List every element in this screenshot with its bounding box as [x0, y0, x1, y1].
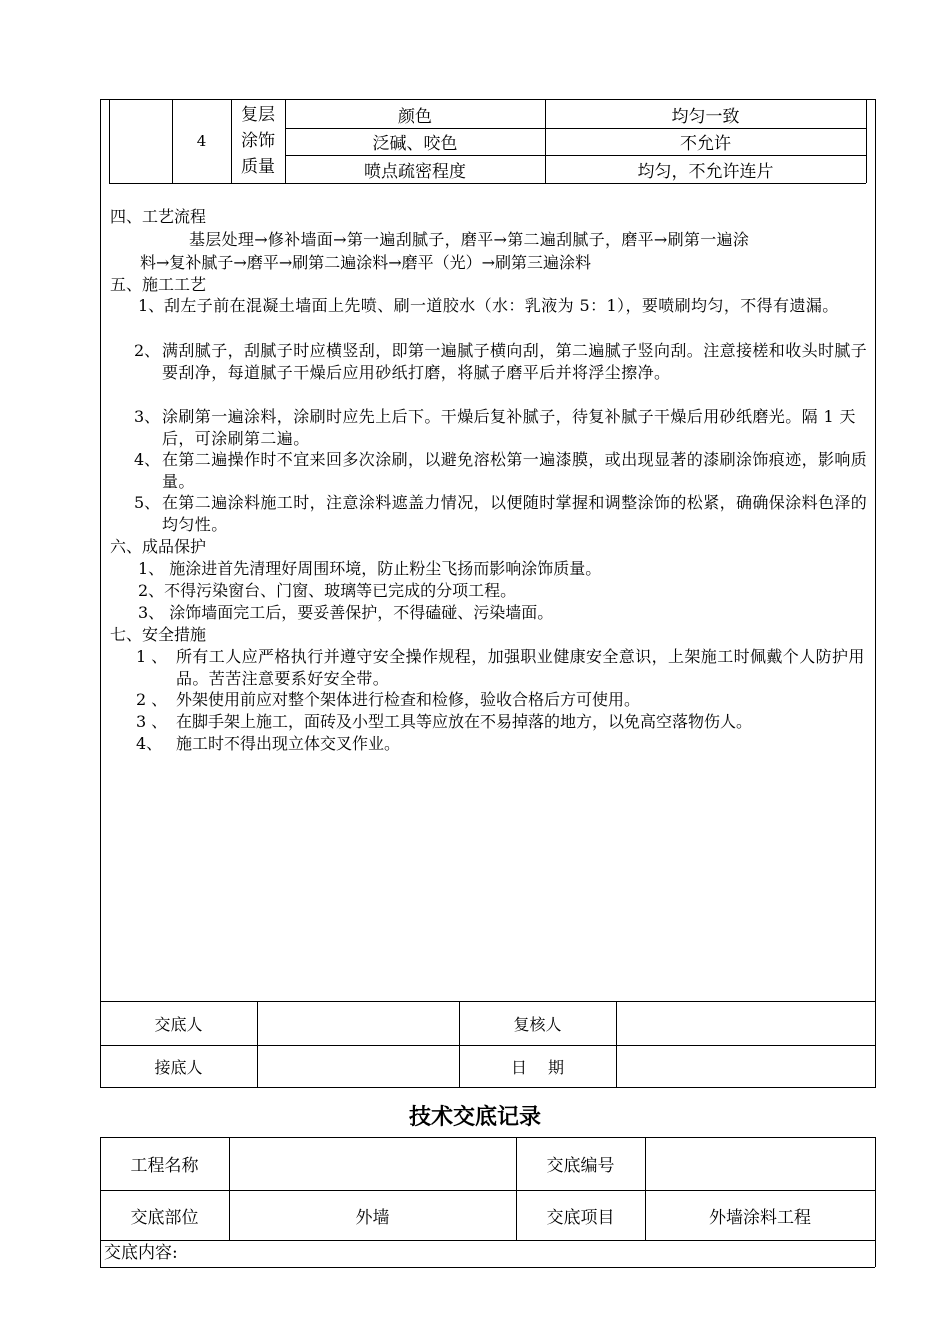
quality-standard-color: 均匀一致: [671, 107, 740, 127]
quality-item-color: 颜色: [398, 107, 432, 127]
section4-flow-line1: 基层处理→修补墙面→第一遍刮腻子，磨平→第二遍刮腻子，磨平→刷第一遍涂: [189, 230, 750, 249]
section6-item-3: 3、 涂饰墙面完工后，要妥善保护，不得磕碰、污染墙面。: [138, 603, 554, 622]
quality-item-efflorescence: 泛碱、咬色: [372, 134, 458, 154]
section6-item-1: 1、 施涂进首先清理好周围环境，防止粉尘飞扬而影响涂饰质量。: [138, 559, 602, 578]
disclosure-no-field[interactable]: [645, 1137, 875, 1190]
reviewer-label: 复核人: [513, 1014, 562, 1034]
date-field[interactable]: [617, 1046, 874, 1086]
project-name-label: 工程名称: [130, 1156, 199, 1176]
date-label: 日 期: [510, 1057, 565, 1077]
section6-heading: 六、成品保护: [110, 537, 207, 556]
item-label: 交底项目: [546, 1207, 615, 1228]
item-value[interactable]: 外墙涂料工程: [709, 1207, 811, 1228]
disclosure-no-label: 交底编号: [546, 1156, 615, 1176]
section4-heading: 四、工艺流程: [110, 207, 207, 226]
section5-heading: 五、施工工艺: [110, 275, 207, 294]
frame-right-border: [875, 99, 876, 1088]
reviewer-field[interactable]: [617, 1002, 874, 1044]
content-label: 交底内容:: [104, 1243, 178, 1263]
record-title: 技术交底记录: [408, 1105, 541, 1130]
quality-standard-spray-density: 均匀，不允许连片: [637, 161, 774, 182]
frame-left-border: [100, 99, 101, 1088]
discloser-field[interactable]: [258, 1002, 458, 1044]
location-label: 交底部位: [130, 1207, 199, 1228]
quality-category-cell: 复层 涂饰 质量: [241, 105, 275, 177]
discloser-label: 交底人: [154, 1014, 203, 1034]
quality-index-cell: 4: [196, 132, 207, 150]
section4-flow-line2: 料→复补腻子→磨平→刷第二遍涂料→磨平（光）→刷第三遍涂料: [140, 253, 592, 272]
section6-item-2: 2、不得污染窗台、门窗、玻璃等已完成的分项工程。: [138, 581, 517, 600]
quality-standard-efflorescence: 不允许: [680, 134, 731, 154]
location-value[interactable]: 外墙: [355, 1207, 390, 1228]
section7-heading: 七、安全措施: [110, 625, 207, 644]
project-name-field[interactable]: [229, 1137, 516, 1190]
receiver-field[interactable]: [258, 1046, 458, 1086]
quality-item-spray-density: 喷点疏密程度: [364, 161, 466, 182]
receiver-label: 接底人: [154, 1057, 203, 1077]
